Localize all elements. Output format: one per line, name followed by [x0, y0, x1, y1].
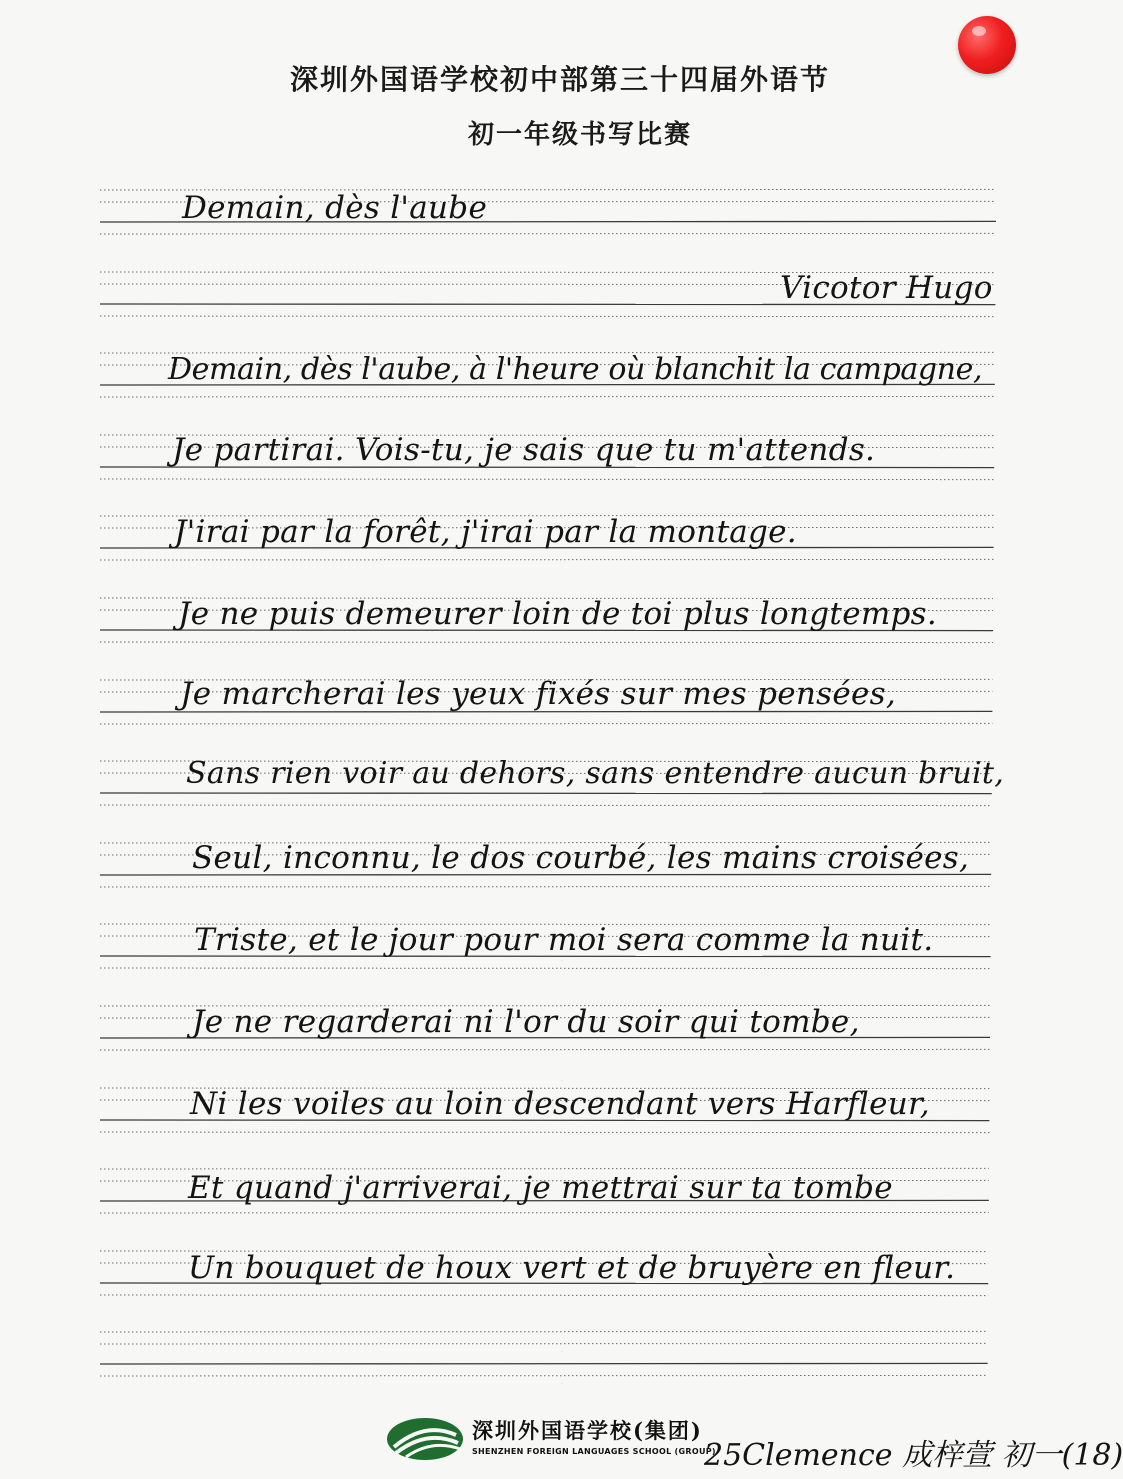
ruled-line	[100, 968, 991, 969]
poem-line-5: Je marcherai les yeux fixés sur mes pensées,	[180, 676, 896, 712]
poem-line-12: Un bouquet de houx vert et de bruyère en fleur.	[188, 1250, 956, 1286]
ruled-line	[100, 886, 991, 887]
poem-line-2: Je partirai. Vois-tu, je sais que tu m'attends.	[172, 432, 876, 468]
ruled-line	[100, 642, 993, 643]
ruled-line	[100, 1132, 989, 1133]
ruled-line	[100, 1331, 988, 1332]
poem-title: Demain, dès l'aube	[182, 190, 488, 226]
poem-line-4: Je ne puis demeurer loin de toi plus longtemps.	[178, 596, 938, 632]
ruled-line	[100, 1168, 989, 1169]
poem-line-3: J'irai par la forêt, j'irai par la montage.	[174, 514, 797, 550]
poem-line-8: Triste, et le jour pour moi sera comme la nuit.	[194, 922, 934, 958]
ruled-line	[100, 1363, 988, 1364]
school-logo	[386, 1413, 726, 1469]
ruled-line	[100, 723, 992, 724]
poem-line-1: Demain, dès l'aube, à l'heure où blanchit la campagne,	[168, 352, 983, 387]
ruled-line	[100, 1343, 988, 1344]
ruled-line	[100, 1375, 988, 1376]
ruled-line	[100, 559, 994, 560]
contest-subtitle: 初一年级书写比赛	[467, 120, 692, 150]
ruled-line	[100, 1049, 990, 1050]
poem-line-11: Et quand j'arriverai, je mettrai sur ta tombe	[188, 1170, 893, 1206]
student-signature: 25Clemence 成梓萱 初一(18)	[704, 1438, 1123, 1473]
ruled-line	[100, 316, 995, 317]
ruled-line	[100, 1295, 988, 1296]
school-name-cn: 深圳外国语学校(集团)	[472, 1418, 703, 1443]
poem-line-10: Ni les voiles au loin descendant vers Harfleur,	[190, 1086, 930, 1122]
ruled-line	[100, 793, 992, 794]
poem-line-7: Seul, inconnu, le dos courbé, les mains croisées,	[192, 840, 970, 876]
ruled-line	[100, 479, 994, 480]
ruled-line	[100, 805, 992, 806]
poem-line-9: Je ne regarderai ni l'or du soir qui tombe,	[192, 1004, 860, 1040]
poem-line-6: Sans rien voir au dehors, sans entendre aucun bruit,	[186, 756, 1005, 791]
school-name-en: SHENZHEN FOREIGN LANGUAGES SCHOOL (GROUP)	[472, 1447, 716, 1456]
ruled-line	[100, 1212, 989, 1213]
ruled-line	[100, 233, 996, 234]
school-emblem-icon	[386, 1417, 464, 1461]
contest-title: 深圳外国语学校初中部第三十四届外语节	[289, 63, 830, 96]
ruled-line	[100, 396, 995, 397]
poem-author: Vicotor Hugo	[780, 270, 993, 306]
